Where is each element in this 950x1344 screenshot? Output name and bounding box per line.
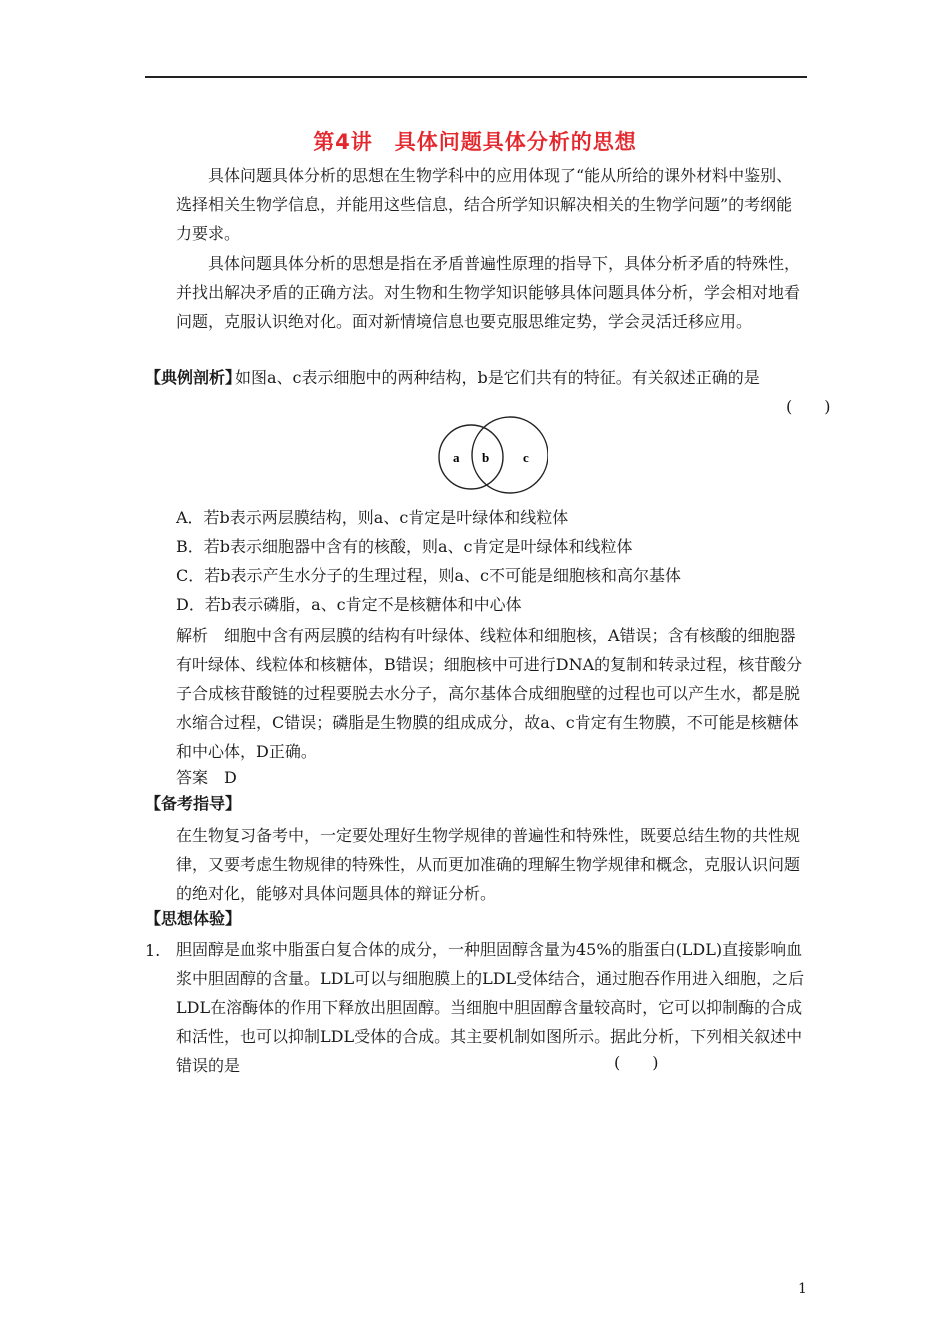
example-heading: 【典例剖析】: [145, 368, 242, 387]
intro-paragraph-1: 具体问题具体分析的思想在生物学科中的应用体现了“能从所给的课外材料中鉴别、选择相关生物学信息，并能用这些信息，结合所学知识解决相关的生物学问题”的考纲能力要求。: [176, 166, 793, 243]
page-title: 第4讲 具体问题具体分析的思想: [313, 130, 637, 154]
question-1-text: 胆固醇是血浆中脂蛋白复合体的成分，一种胆固醇含量为45%的脂蛋白(LDL)直接影响血浆中胆固醇的含量。LDL可以与细胞膜上的LDL受体结合，通过胞吞作用进入细胞，之后LDL在溶酶体的作用下释放出胆固醇。当细胞中胆固醇含量较高时，它可以抑制酶的合成和活性，也可以抑制LDL受体的合成。其主要机制如图所示。据此分析，下列相关叙述中错误的是: [176, 940, 805, 1075]
page-number: 1: [798, 1281, 807, 1297]
question-number: 1.: [145, 941, 161, 960]
header-rule: [145, 76, 807, 78]
venn-label-c: c: [523, 450, 529, 465]
question-1-answer-blank: ( ): [614, 1053, 659, 1072]
guide-heading: 【备考指导】: [145, 794, 242, 813]
experience-heading: 【思想体验】: [145, 909, 242, 928]
venn-circle-a: [439, 425, 503, 489]
intro-paragraph-2: 具体问题具体分析的思想是指在矛盾普遍性原理的指导下，具体分析矛盾的特殊性，并找出解决矛盾的正确方法。对生物和生物学知识能够具体问题具体分析，学会相对地看问题，克服认识绝对化。面对新情境信息也要克服思维定势，学会灵活迁移应用。: [176, 254, 801, 331]
option-a: A．若b表示两层膜结构，则a、c肯定是叶绿体和线粒体: [176, 508, 569, 527]
venn-diagram: [436, 413, 548, 495]
answer-text: 答案 D: [176, 768, 237, 787]
option-c: C．若b表示产生水分子的生理过程，则a、c不可能是细胞核和高尔基体: [176, 566, 681, 585]
option-b: B．若b表示细胞器中含有的核酸，则a、c肯定是叶绿体和线粒体: [176, 537, 633, 556]
guide-text: 在生物复习备考中，一定要处理好生物学规律的普遍性和特殊性，既要总结生物的共性规律，又要考虑生物规律的特殊性，从而更加准确的理解生物学规律和概念，克服认识问题的绝对化，能够对具体问题具体的辩证分析。: [176, 826, 801, 903]
venn-label-b: b: [482, 450, 490, 465]
example-answer-blank: ( ): [786, 397, 831, 416]
analysis-text: 解析 细胞中含有两层膜的结构有叶绿体、线粒体和细胞核，A错误；含有核酸的细胞器有叶绿体、线粒体和核糖体，B错误；细胞核中可进行DNA的复制和转录过程，核苷酸分子合成核苷酸链的过程要脱去水分子，高尔基体合成细胞壁的过程也可以产生水，都是脱水缩合过程，C错误；磷脂是生物膜的组成成分，故a、c肯定有生物膜，不可能是核糖体和中心体，D正确。: [176, 626, 803, 761]
example-stem: 如图a、c表示细胞中的两种结构，b是它们共有的特征。有关叙述正确的是: [235, 368, 760, 387]
venn-label-a: a: [453, 450, 460, 465]
option-d: D．若b表示磷脂，a、c肯定不是核糖体和中心体: [176, 595, 522, 614]
